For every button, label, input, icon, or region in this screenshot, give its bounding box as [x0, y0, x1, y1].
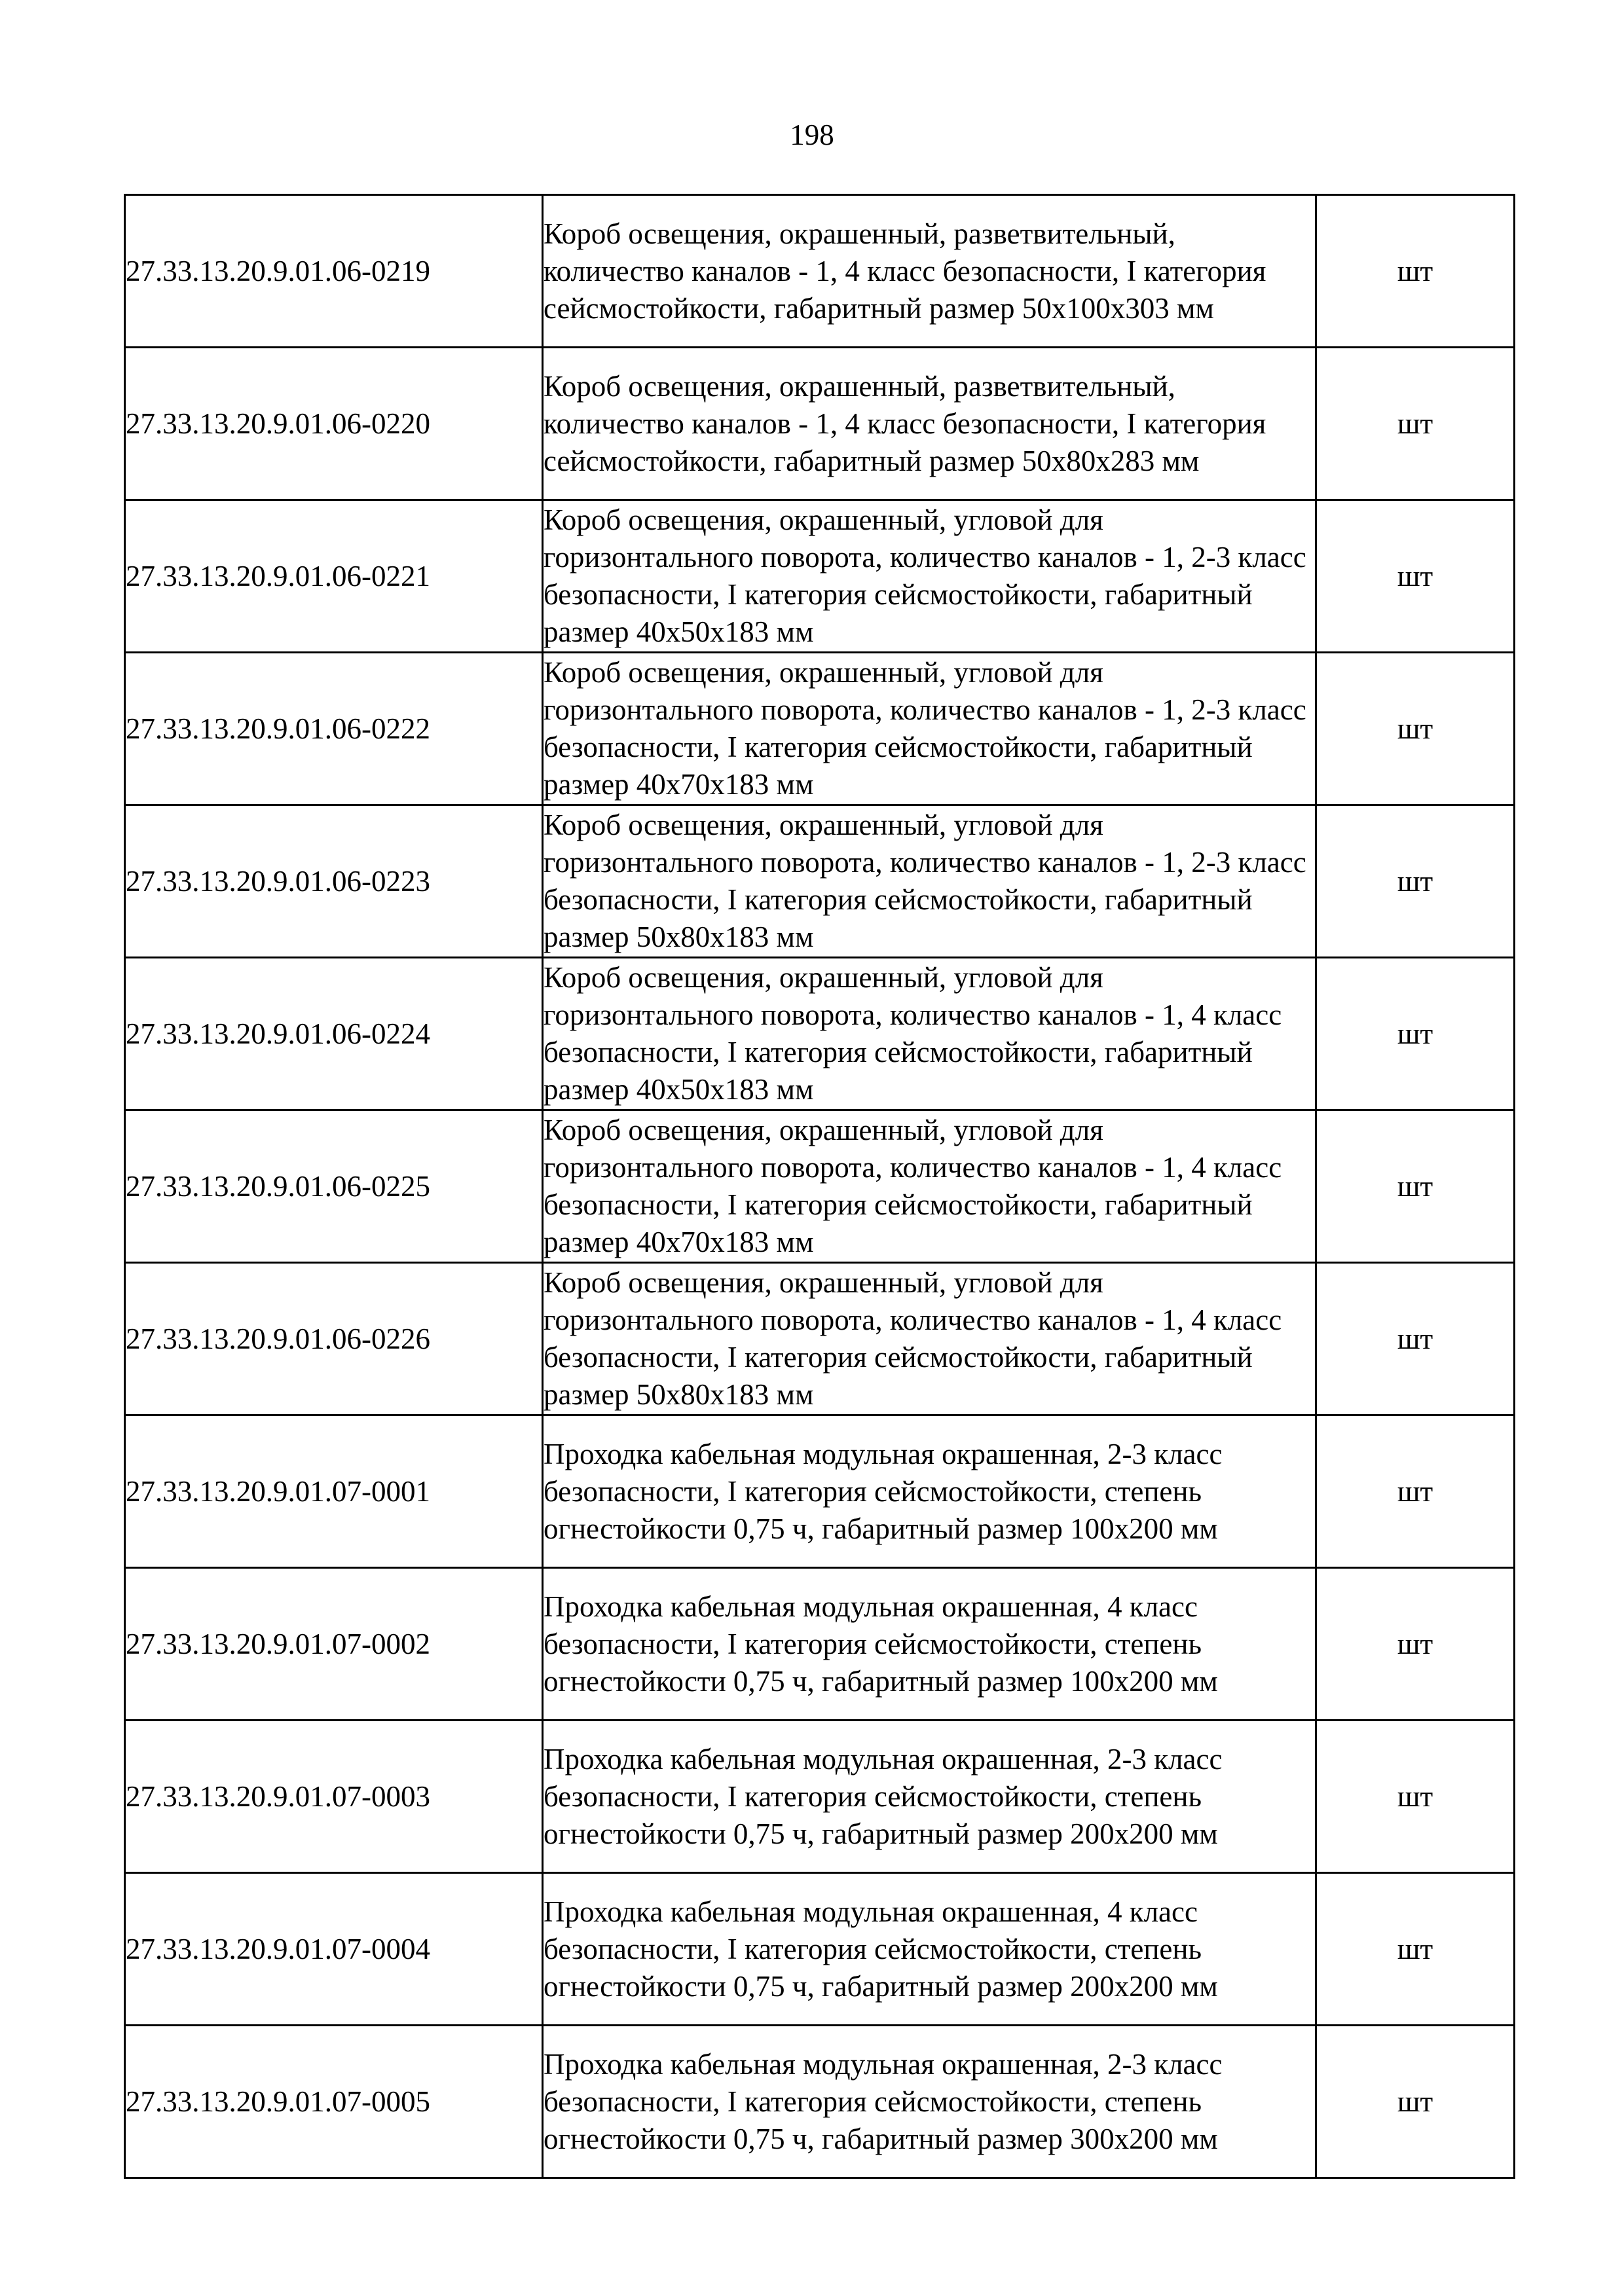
table-row: [125, 1415, 1515, 1568]
table-row: [125, 195, 1515, 348]
resource-description: Проходка кабельная модульная окрашенная, 2-3 класс безопасности, I категория сейсмостойкости, степень огнестойкости 0,75 ч, габаритный размер 300x200 мм: [543, 2026, 1316, 2178]
resource-code: 27.33.13.20.9.01.06-0223: [125, 805, 543, 958]
unit-of-measure: шт: [1316, 1415, 1515, 1568]
unit-of-measure: шт: [1316, 1263, 1515, 1415]
resource-description: Короб освещения, окрашенный, угловой для горизонтального поворота, количество каналов - 1, 4 класс безопасности, I категория сейсмостойкости, габаритный размер 50x80x183 мм: [543, 1263, 1316, 1415]
resource-code: 27.33.13.20.9.01.06-0220: [125, 348, 543, 500]
table-row: [125, 805, 1515, 958]
table-row: [125, 958, 1515, 1110]
resource-description: Проходка кабельная модульная окрашенная, 2-3 класс безопасности, I категория сейсмостойкости, степень огнестойкости 0,75 ч, габаритный размер 200x200 мм: [543, 1721, 1316, 1873]
table-row: [125, 1873, 1515, 2026]
resource-code: 27.33.13.20.9.01.07-0005: [125, 2026, 543, 2178]
unit-of-measure: шт: [1316, 2026, 1515, 2178]
resource-code: 27.33.13.20.9.01.06-0224: [125, 958, 543, 1110]
unit-of-measure: шт: [1316, 805, 1515, 958]
resource-description: Короб освещения, окрашенный, угловой для горизонтального поворота, количество каналов - 1, 2-3 класс безопасности, I категория сейсмостойкости, габаритный размер 40x70x183 мм: [543, 653, 1316, 805]
unit-of-measure: шт: [1316, 1110, 1515, 1263]
table-row: [125, 653, 1515, 805]
unit-of-measure: шт: [1316, 1568, 1515, 1721]
resource-code: 27.33.13.20.9.01.07-0002: [125, 1568, 543, 1721]
table-row: [125, 1721, 1515, 1873]
unit-of-measure: шт: [1316, 348, 1515, 500]
table-row: [125, 2026, 1515, 2178]
resource-description: Короб освещения, окрашенный, угловой для горизонтального поворота, количество каналов - 1, 4 класс безопасности, I категория сейсмостойкости, габаритный размер 40x50x183 мм: [543, 958, 1316, 1110]
unit-of-measure: шт: [1316, 500, 1515, 653]
table-row: [125, 1568, 1515, 1721]
resource-description: Короб освещения, окрашенный, угловой для горизонтального поворота, количество каналов - 1, 2-3 класс безопасности, I категория сейсмостойкости, габаритный размер 40x50x183 мм: [543, 500, 1316, 653]
unit-of-measure: шт: [1316, 958, 1515, 1110]
unit-of-measure: шт: [1316, 653, 1515, 805]
table-row: [125, 348, 1515, 500]
table-row: [125, 1110, 1515, 1263]
resource-description: Проходка кабельная модульная окрашенная, 4 класс безопасности, I категория сейсмостойкости, степень огнестойкости 0,75 ч, габаритный размер 100x200 мм: [543, 1568, 1316, 1721]
page-number: 198: [790, 118, 834, 151]
resource-description: Короб освещения, окрашенный, разветвительный, количество каналов - 1, 4 класс безопасности, I категория сейсмостойкости, габаритный размер 50x100x303 мм: [543, 195, 1316, 348]
resource-code: 27.33.13.20.9.01.06-0226: [125, 1263, 543, 1415]
resource-code: 27.33.13.20.9.01.06-0225: [125, 1110, 543, 1263]
resource-code: 27.33.13.20.9.01.07-0004: [125, 1873, 543, 2026]
resource-description: Проходка кабельная модульная окрашенная, 2-3 класс безопасности, I категория сейсмостойкости, степень огнестойкости 0,75 ч, габаритный размер 100x200 мм: [543, 1415, 1316, 1568]
resource-description: Короб освещения, окрашенный, угловой для горизонтального поворота, количество каналов - 1, 2-3 класс безопасности, I категория сейсмостойкости, габаритный размер 50x80x183 мм: [543, 805, 1316, 958]
unit-of-measure: шт: [1316, 195, 1515, 348]
resource-code: 27.33.13.20.9.01.06-0219: [125, 195, 543, 348]
unit-of-measure: шт: [1316, 1873, 1515, 2026]
table-row: [125, 1263, 1515, 1415]
resource-table: [124, 194, 1515, 2179]
resource-description: Короб освещения, окрашенный, угловой для горизонтального поворота, количество каналов - 1, 4 класс безопасности, I категория сейсмостойкости, габаритный размер 40x70x183 мм: [543, 1110, 1316, 1263]
resource-code: 27.33.13.20.9.01.06-0221: [125, 500, 543, 653]
resource-description: Короб освещения, окрашенный, разветвительный, количество каналов - 1, 4 класс безопасности, I категория сейсмостойкости, габаритный размер 50x80x283 мм: [543, 348, 1316, 500]
resource-code: 27.33.13.20.9.01.07-0001: [125, 1415, 543, 1568]
resource-description: Проходка кабельная модульная окрашенная, 4 класс безопасности, I категория сейсмостойкости, степень огнестойкости 0,75 ч, габаритный размер 200x200 мм: [543, 1873, 1316, 2026]
resource-code: 27.33.13.20.9.01.06-0222: [125, 653, 543, 805]
resource-code: 27.33.13.20.9.01.07-0003: [125, 1721, 543, 1873]
unit-of-measure: шт: [1316, 1721, 1515, 1873]
table-row: [125, 500, 1515, 653]
